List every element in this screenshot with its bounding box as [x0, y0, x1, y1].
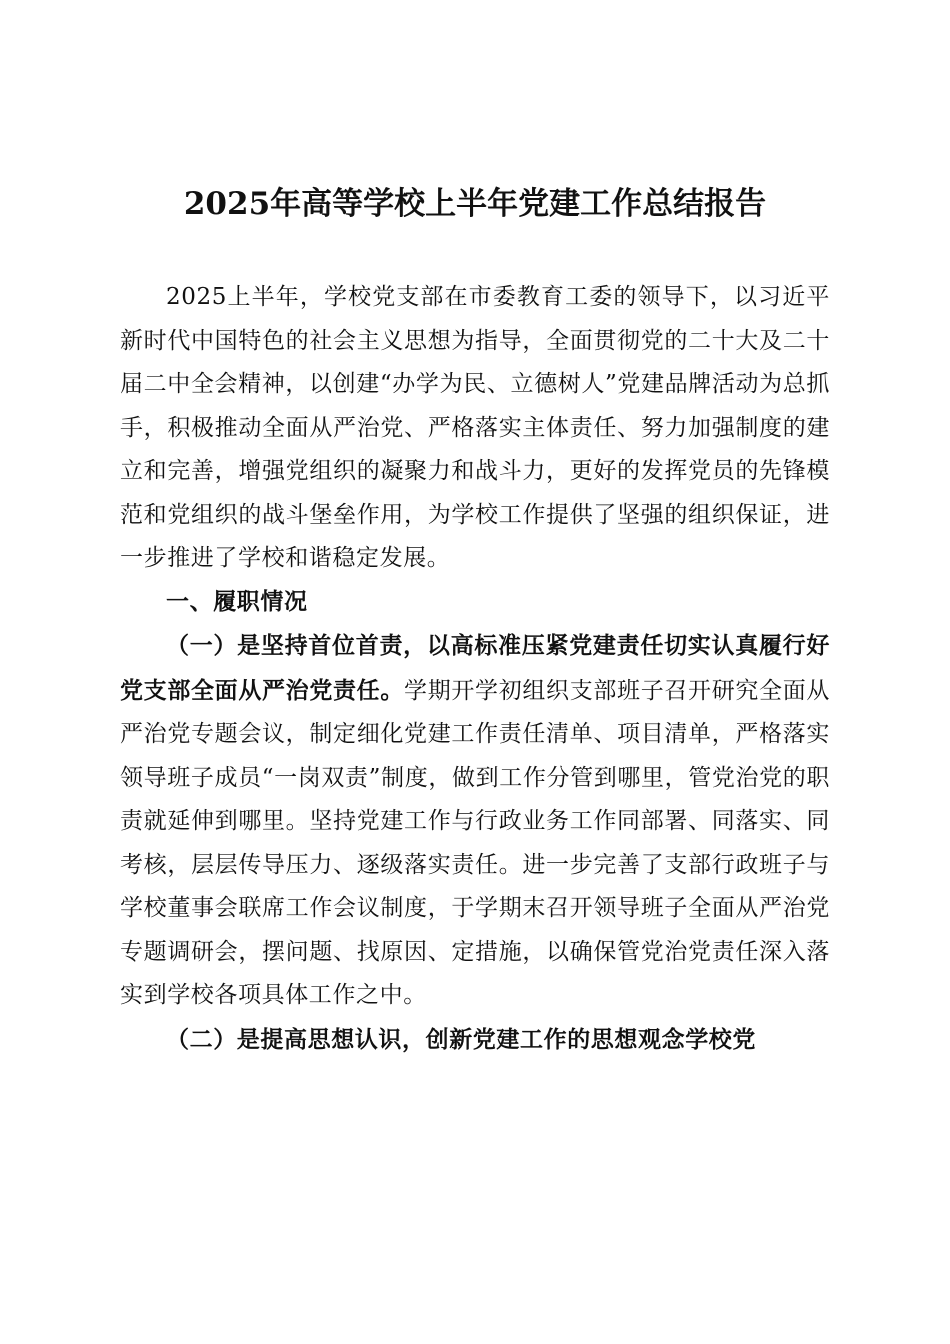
item-1-paragraph: [120, 624, 830, 1018]
item-1-lead: （一）是坚持首位首责，以高标准压紧党建责任切实认真履行好党支部全面从严治党责任。: [120, 632, 830, 704]
item-2-paragraph: [120, 1018, 830, 1063]
document-body: [120, 276, 830, 1062]
item-1-body: 学期开学初组织支部班子召开研究全面从严治党专题会议，制定细化党建工作责任清单、项目清单，严格落实领导班子成员“一岗双责”制度，做到工作分管到哪里，管党治党的职责就延伸到哪里。坚持党建工作与行政业务工作同部署、同落实、同考核，层层传导压力、逐级落实责任。进一步完善了支部行政班子与学校董事会联席工作会议制度，于学期末召开领导班子全面从严治党专题调研会，摆问题、找原因、定措施，以确保管党治党责任深入落实到学校各项具体工作之中。: [120, 677, 830, 1008]
document-title: 2025年高等学校上半年党建工作总结报告: [183, 186, 767, 222]
item-2-lead: （二）是提高思想认识，创新党建工作的思想观念学校党: [166, 1025, 756, 1053]
intro-paragraph: 2025上半年，学校党支部在市委教育工委的领导下，以习近平新时代中国特色的社会主义思想为指导，全面贯彻党的二十大及二十届二中全会精神，以创建“办学为民、立德树人”党建品牌活动为总抓手，积极推动全面从严治党、严格落实主体责任、努力加强制度的建立和完善，增强党组织的凝聚力和战斗力，更好的发挥党员的先锋模范和党组织的战斗堡垒作用，为学校工作提供了坚强的组织保证，进一步推进了学校和谐稳定发展。: [120, 284, 830, 571]
section-heading-performance: 一、履职情况: [166, 588, 308, 615]
